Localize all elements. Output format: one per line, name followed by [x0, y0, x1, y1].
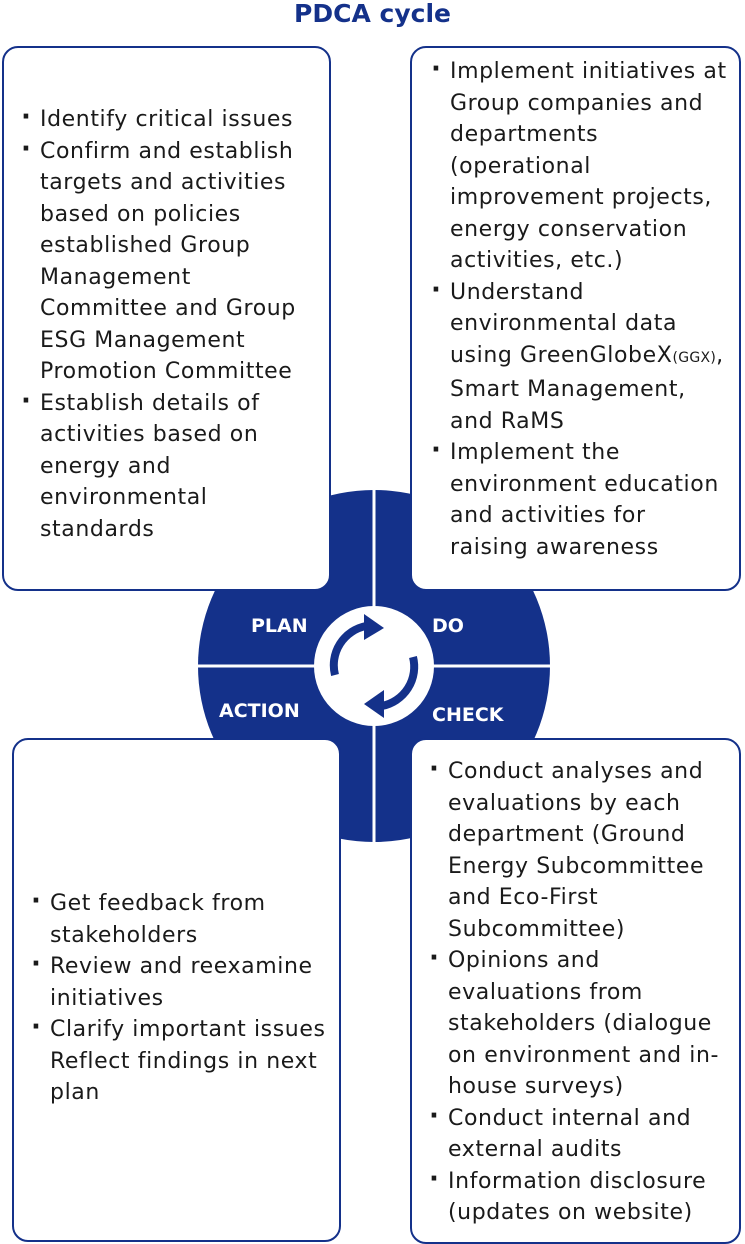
plan-item: · Identify critical issues — [20, 104, 319, 136]
action-label: ACTION — [219, 700, 300, 722]
do-item: · Implement the environment education and activities for raising awareness — [430, 437, 729, 563]
check-item: · Opinions and evaluations from stakeholders (dialogue on environment and in-house surveys) — [428, 945, 731, 1103]
page-title: PDCA cycle — [294, 0, 451, 28]
action-item: · Review and reexamine initiatives — [30, 951, 329, 1014]
do-item-data-text: Understand environmental data using GreenGlobeX — [450, 279, 678, 368]
check-item: · Information disclosure (updates on website) — [428, 1166, 731, 1229]
plan-box — [2, 46, 331, 591]
plan-item: · Establish details of activities based on energy and environmental standards — [20, 388, 319, 546]
do-box — [410, 46, 741, 591]
do-item-data — [430, 277, 729, 438]
check-item: · Conduct analyses and evaluations by each department (Ground Energy Subcommittee and Eco-First Subcommittee) — [428, 756, 731, 945]
action-item: · Get feedback from stakeholders — [30, 888, 329, 951]
do-item: · Implement initiatives at Group companies and departments (operational improvement projects, energy conservation activities, etc.) — [430, 56, 729, 277]
plan-item: · Confirm and establish targets and activities based on policies established Group Management Committee and Group ESG Management Promotion Committee — [20, 136, 319, 388]
ggx-abbreviation: (GGX) — [672, 349, 717, 366]
do-list — [430, 56, 729, 563]
action-item: · Clarify important issues Reflect findings in next plan — [30, 1014, 329, 1109]
action-list — [30, 888, 329, 1109]
do-label: DO — [432, 615, 464, 637]
check-label: CHECK — [432, 704, 504, 726]
plan-label: PLAN — [251, 615, 308, 637]
plan-list — [20, 104, 319, 545]
do-item-data-text-rest: , Smart Management, and RaMS — [450, 342, 724, 434]
check-item: · Conduct internal and external audits — [428, 1103, 731, 1166]
check-list — [428, 756, 731, 1229]
check-box — [410, 738, 741, 1244]
action-box — [12, 738, 341, 1242]
